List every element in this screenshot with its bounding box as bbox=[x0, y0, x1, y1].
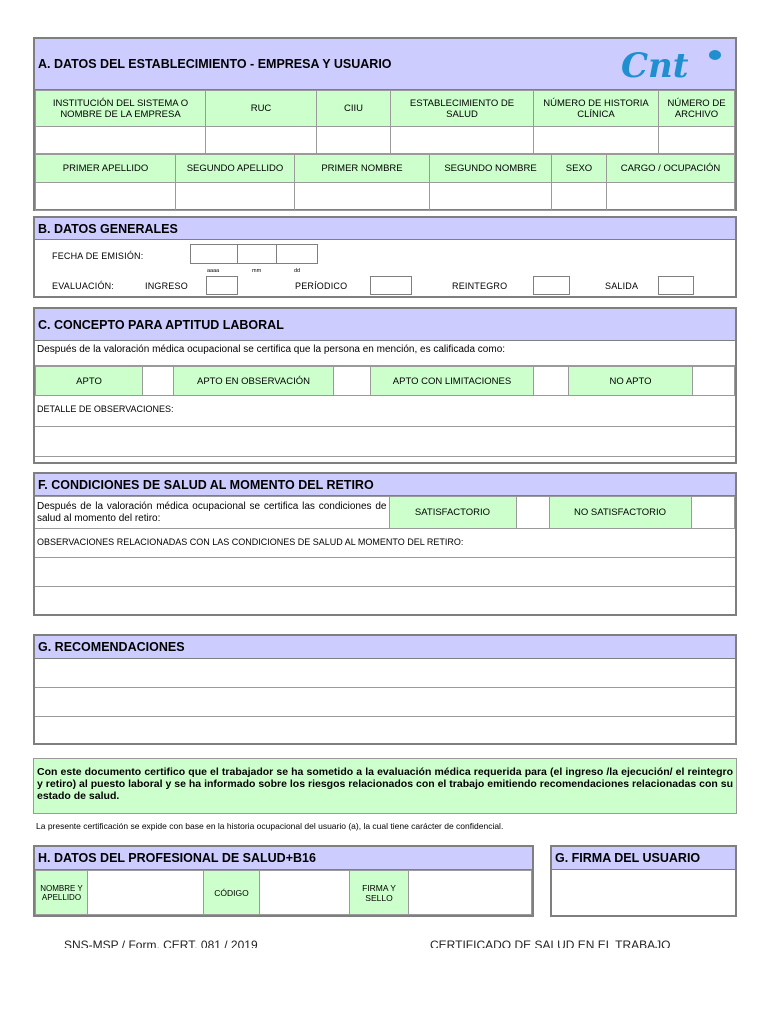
establecimiento-field[interactable] bbox=[391, 127, 534, 154]
retiro-observaciones-row[interactable] bbox=[35, 529, 735, 558]
apto-checkbox[interactable] bbox=[143, 367, 174, 396]
section-firma-header bbox=[552, 847, 735, 870]
detalle-observaciones-row[interactable] bbox=[35, 396, 735, 427]
fecha-year-field[interactable] bbox=[190, 244, 238, 264]
ingreso-checkbox[interactable] bbox=[206, 276, 238, 295]
section-f bbox=[33, 472, 737, 616]
periodico-checkbox[interactable] bbox=[370, 276, 412, 295]
no-satisfactorio-label: NO SATISFACTORIO bbox=[549, 497, 691, 529]
aptitud-options bbox=[35, 366, 735, 396]
codigo-label: CÓDIGO bbox=[204, 871, 260, 915]
fecha-emision-label: FECHA DE EMISIÓN: bbox=[52, 251, 144, 261]
section-c-header bbox=[35, 309, 735, 341]
retiro-observaciones-label: OBSERVACIONES RELACIONADAS CON LAS CONDICIONES DE SALUD AL MOMENTO DEL RETIRO: bbox=[37, 537, 464, 547]
section-c bbox=[33, 307, 737, 464]
footer-left: SNS-MSP / Form. CERT. 081 / 2019 bbox=[64, 938, 258, 948]
recomendaciones-line-3[interactable] bbox=[35, 717, 735, 743]
section-firma-usuario bbox=[550, 845, 737, 917]
section-c-intro: Después de la valoración médica ocupacional se certifica que la persona en mención, es calificada como: bbox=[35, 341, 735, 366]
apto-limitaciones-checkbox[interactable] bbox=[534, 367, 569, 396]
evaluacion-label: EVALUACIÓN: bbox=[52, 281, 115, 291]
apto-observacion-label: APTO EN OBSERVACIÓN bbox=[174, 367, 334, 396]
historia-clinica-field[interactable] bbox=[534, 127, 659, 154]
section-b-header bbox=[35, 218, 735, 240]
confidential-note: La presente certificación se expide con base en la historia ocupacional del usuario (a), la cual tiene carácter de confidencial. bbox=[36, 821, 504, 831]
archivo-label: NÚMERO DE ARCHIVO bbox=[659, 91, 735, 127]
section-g-header bbox=[35, 636, 735, 659]
apto-label: APTO bbox=[36, 367, 143, 396]
historia-clinica-label: NÚMERO DE HISTORIA CLÍNICA bbox=[534, 91, 659, 127]
cnt-logo bbox=[619, 43, 729, 85]
fecha-month-field[interactable] bbox=[237, 244, 277, 264]
certification-box bbox=[33, 758, 737, 814]
firma-sello-field[interactable] bbox=[409, 871, 532, 915]
nombre-apellido-field[interactable] bbox=[88, 871, 204, 915]
codigo-field[interactable] bbox=[260, 871, 350, 915]
no-apto-checkbox[interactable] bbox=[693, 367, 735, 396]
archivo-field[interactable] bbox=[659, 127, 735, 154]
no-apto-label: NO APTO bbox=[569, 367, 693, 396]
segundo-nombre-field[interactable] bbox=[430, 183, 552, 211]
detalle-observaciones-label: DETALLE DE OBSERVACIONES: bbox=[37, 404, 174, 414]
section-h-title: H. DATOS DEL PROFESIONAL DE SALUD+B16 bbox=[38, 851, 316, 865]
section-f-intro: Después de la valoración médica ocupacional se certifica las condiciones de salud al momento del retiro: bbox=[35, 497, 389, 529]
day-hint: dd bbox=[294, 268, 301, 274]
recomendaciones-line-1[interactable] bbox=[35, 659, 735, 688]
reintegro-label: REINTEGRO bbox=[452, 281, 508, 291]
section-g-title: G. RECOMENDACIONES bbox=[38, 640, 185, 654]
primer-apellido-field[interactable] bbox=[36, 183, 176, 211]
empresa-field[interactable] bbox=[36, 127, 206, 154]
apto-limitaciones-label: APTO CON LIMITACIONES bbox=[371, 367, 534, 396]
month-hint: mm bbox=[252, 268, 262, 274]
segundo-nombre-label: SEGUNDO NOMBRE bbox=[430, 155, 552, 183]
ciiu-field[interactable] bbox=[317, 127, 391, 154]
satisfactorio-label: SATISFACTORIO bbox=[389, 497, 516, 529]
salida-checkbox[interactable] bbox=[658, 276, 694, 295]
section-b bbox=[33, 216, 737, 298]
retiro-observaciones-line-1[interactable] bbox=[35, 558, 735, 587]
footer-right: CERTIFICADO DE SALUD EN EL TRABAJO bbox=[430, 938, 671, 948]
primer-nombre-label: PRIMER NOMBRE bbox=[295, 155, 430, 183]
section-g bbox=[33, 634, 737, 745]
section-b-title: B. DATOS GENERALES bbox=[38, 221, 178, 236]
segundo-apellido-label: SEGUNDO APELLIDO bbox=[176, 155, 295, 183]
ruc-label: RUC bbox=[206, 91, 317, 127]
ruc-field[interactable] bbox=[206, 127, 317, 154]
recomendaciones-line-2[interactable] bbox=[35, 688, 735, 717]
nombre-apellido-label: NOMBRE Y APELLIDO bbox=[36, 871, 88, 915]
sexo-field[interactable] bbox=[552, 183, 607, 211]
ciiu-label: CIIU bbox=[317, 91, 391, 127]
section-a-table-1 bbox=[35, 90, 735, 154]
retiro-options bbox=[35, 496, 735, 529]
year-hint: aaaa bbox=[207, 268, 220, 274]
firma-usuario-field[interactable] bbox=[552, 870, 735, 915]
reintegro-checkbox[interactable] bbox=[533, 276, 570, 295]
primer-apellido-label: PRIMER APELLIDO bbox=[36, 155, 176, 183]
firma-sello-label: FIRMA Y SELLO bbox=[350, 871, 409, 915]
segundo-apellido-field[interactable] bbox=[176, 183, 295, 211]
logo-text: Cnt bbox=[621, 46, 689, 85]
sexo-label: SEXO bbox=[552, 155, 607, 183]
establecimiento-label: ESTABLECIMIENTO DE SALUD bbox=[391, 91, 534, 127]
profesional-table bbox=[35, 870, 532, 915]
salida-label: SALIDA bbox=[605, 281, 639, 291]
primer-nombre-field[interactable] bbox=[295, 183, 430, 211]
cargo-label: CARGO / OCUPACIÓN bbox=[607, 155, 735, 183]
fecha-day-field[interactable] bbox=[276, 244, 318, 264]
section-f-title: F. CONDICIONES DE SALUD AL MOMENTO DEL RETIRO bbox=[38, 477, 374, 492]
section-h bbox=[33, 845, 534, 917]
section-a-title: A. DATOS DEL ESTABLECIMIENTO - EMPRESA Y USUARIO bbox=[38, 57, 392, 71]
section-firma-title: G. FIRMA DEL USUARIO bbox=[555, 851, 701, 865]
section-c-title: C. CONCEPTO PARA APTITUD LABORAL bbox=[38, 317, 284, 332]
ingreso-label: INGRESO bbox=[145, 281, 188, 291]
section-a-table-2 bbox=[35, 154, 735, 211]
empresa-label: INSTITUCIÓN DEL SISTEMA O NOMBRE DE LA EMPRESA bbox=[36, 91, 206, 127]
satisfactorio-checkbox[interactable] bbox=[516, 497, 549, 529]
section-h-header bbox=[35, 847, 532, 870]
cargo-field[interactable] bbox=[607, 183, 735, 211]
retiro-observaciones-line-2[interactable] bbox=[35, 587, 735, 614]
periodico-label: PERÍODICO bbox=[295, 281, 348, 291]
observaciones-line-1[interactable] bbox=[35, 427, 735, 457]
no-satisfactorio-checkbox[interactable] bbox=[691, 497, 735, 529]
section-f-header bbox=[35, 474, 735, 496]
section-a bbox=[33, 37, 737, 211]
apto-observacion-checkbox[interactable] bbox=[334, 367, 371, 396]
certification-text: Con este documento certifico que el trabajador se ha sometido a la evaluación médica requerida para (el ingreso /la ejecución/ el reintegro y retiro) al puesto laboral y se ha informado sobre los riesgos relacionados con el trabajo emitiendo recomendaciones relacionadas con su estado de salud. bbox=[37, 766, 733, 802]
